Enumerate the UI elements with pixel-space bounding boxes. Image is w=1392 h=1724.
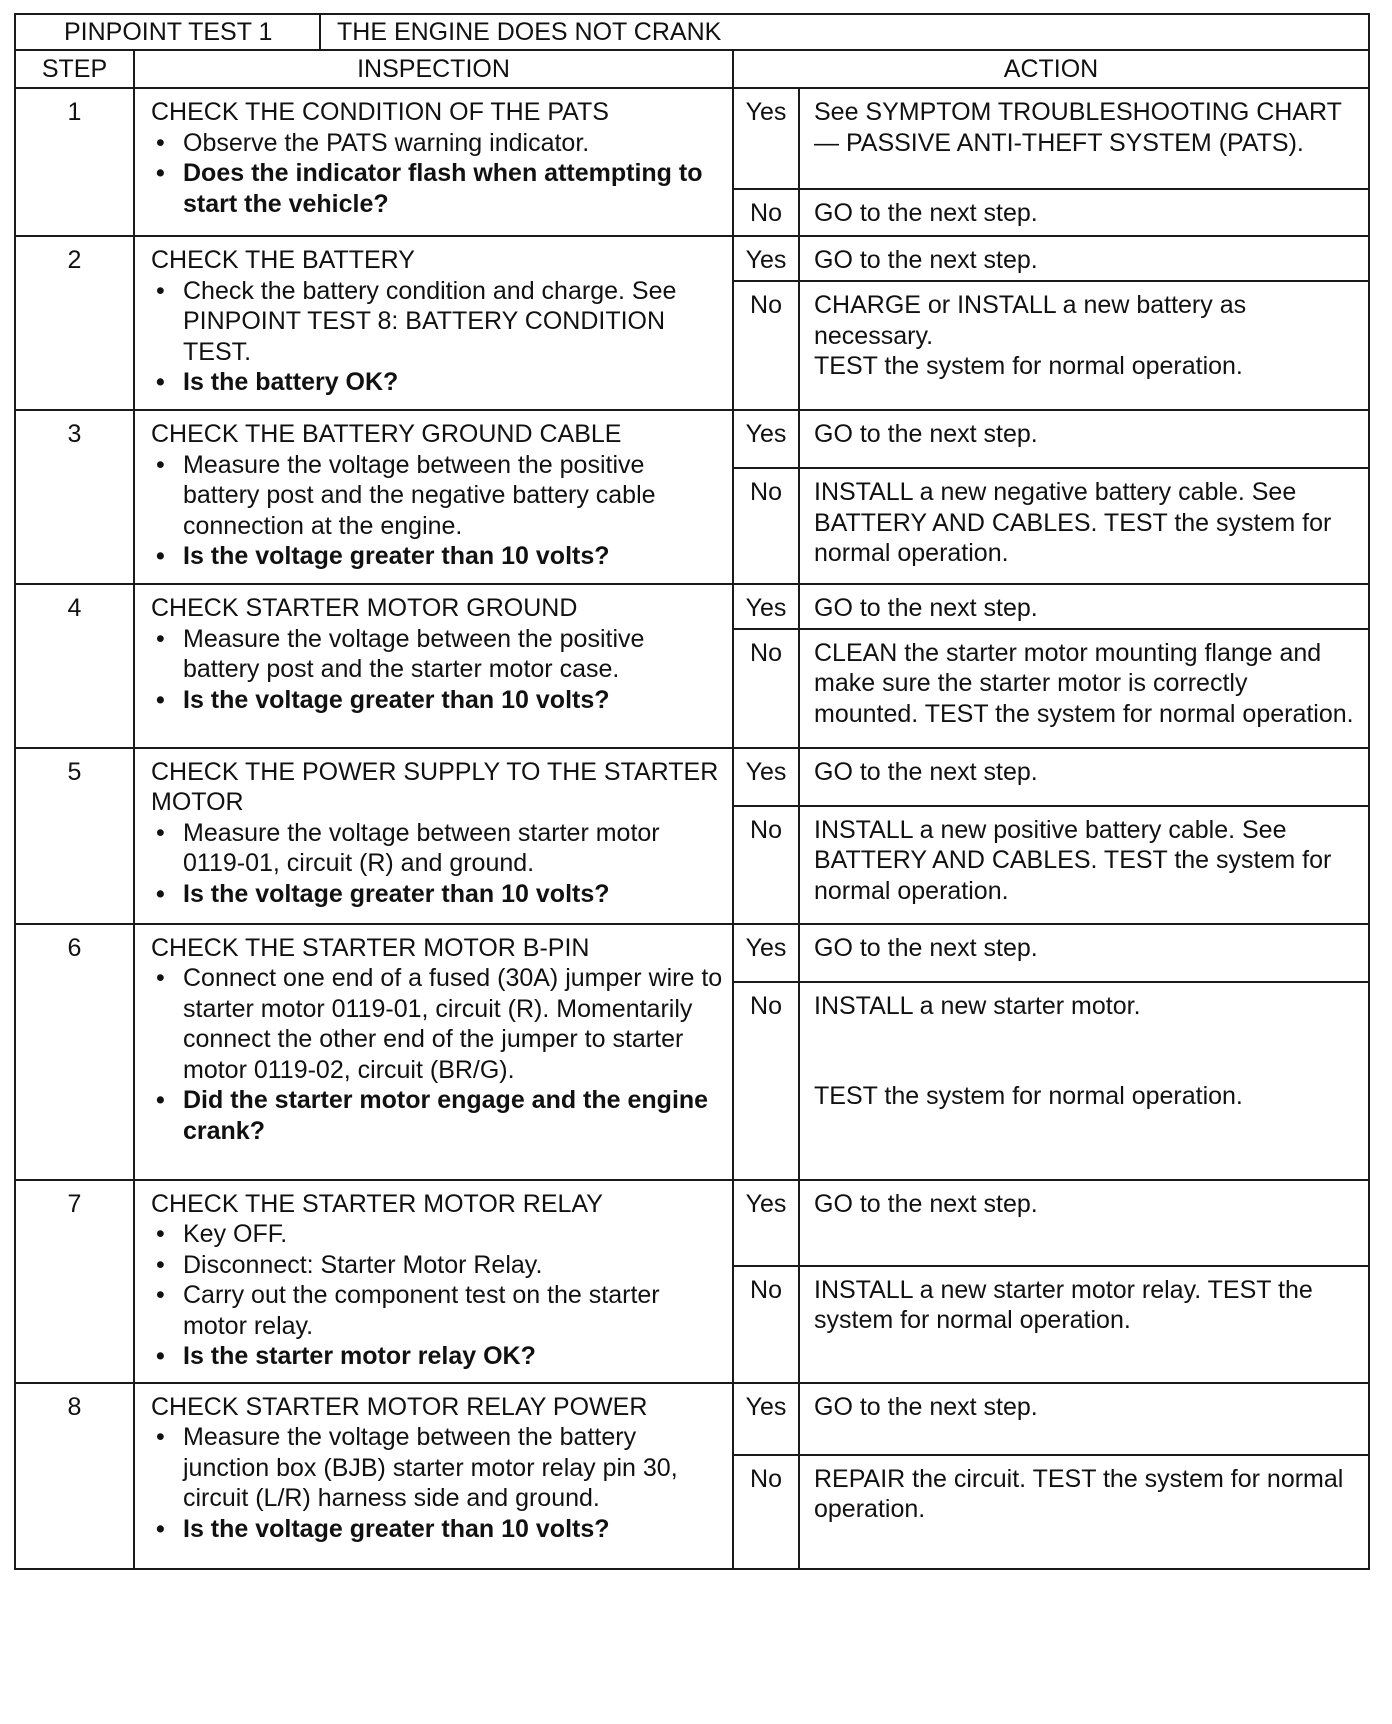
inspection-title: CHECK THE STARTER MOTOR RELAY [151, 1189, 603, 1218]
yes-label: Yes [733, 1383, 799, 1455]
inspection-bullet: • Observe the PATS warning indicator. [151, 128, 724, 159]
inspection-bullet: • Key OFF. [151, 1219, 724, 1250]
inspection-list [151, 1219, 724, 1372]
step-number: 7 [15, 1180, 134, 1383]
inspection-question: • Is the voltage greater than 10 volts? [151, 685, 724, 716]
step-row [15, 748, 1369, 806]
no-action-text: INSTALL a new positive battery cable. See BATTERY AND CABLES. TEST the system for normal operation. [814, 815, 1332, 905]
yes-action [799, 88, 1369, 189]
no-label: No [733, 1455, 799, 1569]
inspection-title: CHECK THE BATTERY GROUND CABLE [151, 420, 622, 448]
inspection-list [151, 1422, 724, 1544]
inspection-bullet: • Measure the voltage between the positive battery post and the starter motor case. [151, 624, 724, 685]
yes-action-text: GO to the next step. [814, 594, 1038, 622]
no-action-text: INSTALL a new starter motor relay. TEST the system for normal operation. [814, 1275, 1313, 1334]
no-label: No [733, 629, 799, 748]
inspection-question: • Is the starter motor relay OK? [151, 1341, 724, 1372]
inspection-title: CHECK STARTER MOTOR RELAY POWER [151, 1392, 648, 1421]
yes-action [799, 410, 1369, 468]
no-label: No [733, 1266, 799, 1383]
no-action [799, 806, 1369, 924]
inspection-list [151, 276, 724, 398]
no-action-text: REPAIR the circuit. TEST the system for normal operation. [814, 1464, 1344, 1523]
step-number: 1 [15, 88, 134, 236]
step-header: STEP [15, 50, 134, 88]
step-row [15, 410, 1369, 468]
inspection-title: CHECK THE CONDITION OF THE PATS [151, 98, 609, 126]
step-number: 2 [15, 236, 134, 410]
inspection-question: • Is the voltage greater than 10 volts? [151, 541, 724, 572]
no-label: No [733, 982, 799, 1180]
pinpoint-test-table [14, 13, 1370, 1570]
inspection-bullet: • Measure the voltage between starter motor 0119-01, circuit (R) and ground. [151, 818, 724, 879]
no-action [799, 1455, 1369, 1569]
test-title: THE ENGINE DOES NOT CRANK [320, 14, 1369, 50]
inspection-bullet: • Measure the voltage between the positive battery post and the negative battery cable connection at the engine. [151, 450, 724, 542]
inspection-question: • Is the battery OK? [151, 367, 724, 398]
inspection-cell [134, 748, 733, 924]
action-header: ACTION [733, 50, 1369, 88]
no-action-text: GO to the next step. [814, 199, 1038, 227]
inspection-bullet: • Check the battery condition and charge. See PINPOINT TEST 8: BATTERY CONDITION TEST. [151, 276, 724, 368]
step-number: 3 [15, 410, 134, 584]
inspection-question: • Is the voltage greater than 10 volts? [151, 879, 724, 910]
step-row [15, 236, 1369, 281]
no-label: No [733, 281, 799, 410]
yes-label: Yes [733, 410, 799, 468]
test-number: PINPOINT TEST 1 [15, 14, 320, 50]
inspection-list [151, 128, 724, 220]
yes-label: Yes [733, 236, 799, 281]
step-number: 8 [15, 1383, 134, 1569]
no-action [799, 982, 1369, 1180]
step-number: 4 [15, 584, 134, 748]
inspection-cell [134, 924, 733, 1180]
inspection-cell [134, 1180, 733, 1383]
yes-action [799, 236, 1369, 281]
yes-action [799, 924, 1369, 982]
inspection-question: • Does the indicator flash when attempting to start the vehicle? [151, 158, 724, 219]
inspection-title: CHECK THE STARTER MOTOR B-PIN [151, 933, 590, 962]
yes-action-text: GO to the next step. [814, 1392, 1038, 1421]
step-number: 5 [15, 748, 134, 924]
inspection-list [151, 963, 724, 1146]
no-action [799, 1266, 1369, 1383]
step-row [15, 924, 1369, 982]
yes-label: Yes [733, 924, 799, 982]
document-page [14, 13, 1370, 1570]
yes-action [799, 1383, 1369, 1455]
inspection-cell [134, 410, 733, 584]
yes-label: Yes [733, 1180, 799, 1266]
no-label: No [733, 468, 799, 584]
step-row [15, 1180, 1369, 1266]
inspection-title: CHECK THE POWER SUPPLY TO THE STARTER MOTOR [151, 757, 719, 816]
inspection-cell [134, 236, 733, 410]
yes-action-text: GO to the next step. [814, 757, 1038, 786]
yes-action [799, 584, 1369, 629]
step-row [15, 1383, 1369, 1455]
yes-label: Yes [733, 584, 799, 629]
yes-action-text: GO to the next step. [814, 246, 1038, 274]
inspection-list [151, 818, 724, 910]
yes-action-text: GO to the next step. [814, 420, 1038, 448]
step-number: 6 [15, 924, 134, 1180]
header-row [15, 50, 1369, 88]
inspection-question: • Did the starter motor engage and the engine crank? [151, 1085, 724, 1146]
no-action-text: INSTALL a new starter motor. [814, 991, 1141, 1020]
inspection-title: CHECK THE BATTERY [151, 246, 415, 274]
no-action [799, 468, 1369, 584]
yes-action [799, 1180, 1369, 1266]
inspection-cell [134, 88, 733, 236]
inspection-cell [134, 1383, 733, 1569]
yes-label: Yes [733, 748, 799, 806]
inspection-title: CHECK STARTER MOTOR GROUND [151, 594, 578, 622]
no-action [799, 281, 1369, 410]
inspection-header: INSPECTION [134, 50, 733, 88]
inspection-bullet: • Measure the voltage between the battery junction box (BJB) starter motor relay pin 30, circuit (L/R) harness side and ground. [151, 1422, 724, 1514]
yes-action-text: GO to the next step. [814, 933, 1038, 962]
no-action [799, 629, 1369, 748]
title-row [15, 14, 1369, 50]
yes-label: Yes [733, 88, 799, 189]
inspection-list [151, 624, 724, 716]
no-action [799, 189, 1369, 236]
inspection-bullet: • Carry out the component test on the starter motor relay. [151, 1280, 724, 1341]
inspection-question: • Is the voltage greater than 10 volts? [151, 1514, 724, 1545]
no-action-text: TEST the system for normal operation. [814, 352, 1243, 380]
yes-action-text: See SYMPTOM TROUBLESHOOTING CHART — PASSIVE ANTI-THEFT SYSTEM (PATS). [814, 98, 1342, 157]
no-label: No [733, 189, 799, 236]
no-action-text: TEST the system for normal operation. [814, 1082, 1243, 1110]
step-row [15, 88, 1369, 189]
inspection-bullet: • Connect one end of a fused (30A) jumper wire to starter motor 0119-01, circuit (R). Momentarily connect the other end of the jumper to starter motor 0119-02, circuit (BR/G). [151, 963, 724, 1085]
step-row [15, 584, 1369, 629]
yes-action-text: GO to the next step. [814, 1189, 1038, 1218]
no-action-text: CLEAN the starter motor mounting flange and make sure the starter motor is correctly mounted. TEST the system for normal operation. [814, 638, 1354, 728]
inspection-cell [134, 584, 733, 748]
inspection-bullet: • Disconnect: Starter Motor Relay. [151, 1250, 724, 1281]
no-action-text: INSTALL a new negative battery cable. See BATTERY AND CABLES. TEST the system for normal operation. [814, 478, 1332, 567]
inspection-list [151, 450, 724, 572]
no-label: No [733, 806, 799, 924]
no-action-text: CHARGE or INSTALL a new battery as necessary. [814, 291, 1247, 350]
yes-action [799, 748, 1369, 806]
